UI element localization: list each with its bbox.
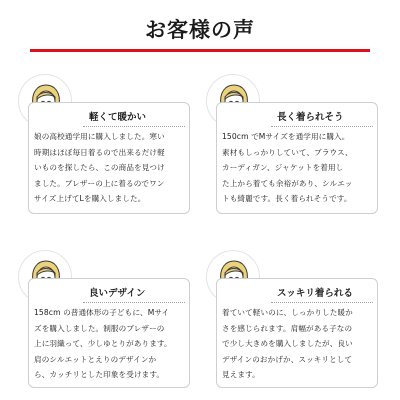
- review-card: [216, 102, 378, 214]
- review-card: [216, 278, 378, 388]
- review-line: 158cm の普通体形の子どもに、Mサイ: [34, 308, 170, 317]
- review-line: さを感じられます。肩幅がある子なの: [222, 323, 353, 333]
- title-underline: [30, 49, 370, 52]
- review-line: 見えます。: [222, 370, 260, 379]
- review-text: [222, 129, 378, 207]
- review-divider: [83, 302, 185, 303]
- review-line: 150cm でMサイズを通学用に購入。: [222, 132, 350, 141]
- review-title: 軽くて暖かい: [89, 112, 147, 123]
- review-line: 時期はほぼ毎日着るので出来るだけ軽: [34, 147, 165, 157]
- review-line: 素材もしっかりしていて、ブラウス、: [222, 147, 353, 157]
- review-title: スッキリ着られる: [277, 288, 353, 299]
- review-divider: [271, 302, 373, 303]
- review-card: [28, 278, 190, 388]
- review-line: いものを探したら、この商品を見つけ: [34, 163, 165, 172]
- review-line: で少し大きめを購入しましたが、良い: [222, 339, 353, 348]
- review-line: ズを購入しました。制服のブレザーの: [34, 323, 165, 333]
- review-line: ら、カッチリとした印象を受けます。: [34, 370, 165, 379]
- review-card: [28, 102, 190, 214]
- review-text: [222, 305, 378, 383]
- page-title: お客様の声: [145, 18, 255, 42]
- review-line: サイズ上げてLを購入しました。: [34, 194, 146, 203]
- review-text: [34, 129, 190, 207]
- review-title: 良いデザイン: [89, 288, 146, 299]
- review-title: 長く着られそう: [277, 112, 344, 123]
- review-divider: [271, 126, 373, 127]
- review-line: 娘の高校通学用に購入しました。寒い: [34, 132, 165, 141]
- review-line: 肩のシルエットとえりのデザインか: [34, 354, 157, 364]
- review-line: デザインのおかげか、スッキリとして: [222, 354, 353, 364]
- review-line: た上から着ても余裕があり、シルエッ: [222, 178, 353, 188]
- review-line: カーディガン、ジャケットを着用し: [222, 163, 344, 172]
- review-divider: [83, 126, 185, 127]
- review-line: トも綺麗です。長く着られそうです。: [222, 194, 352, 203]
- review-line: 上に羽織って、少しゆとりがあります。: [34, 339, 172, 348]
- review-line: 着ていて軽いのに、しっかりした暖か: [222, 308, 353, 317]
- review-line: ました。ブレザーの上に着るのでワン: [34, 178, 165, 188]
- review-text: [34, 305, 190, 383]
